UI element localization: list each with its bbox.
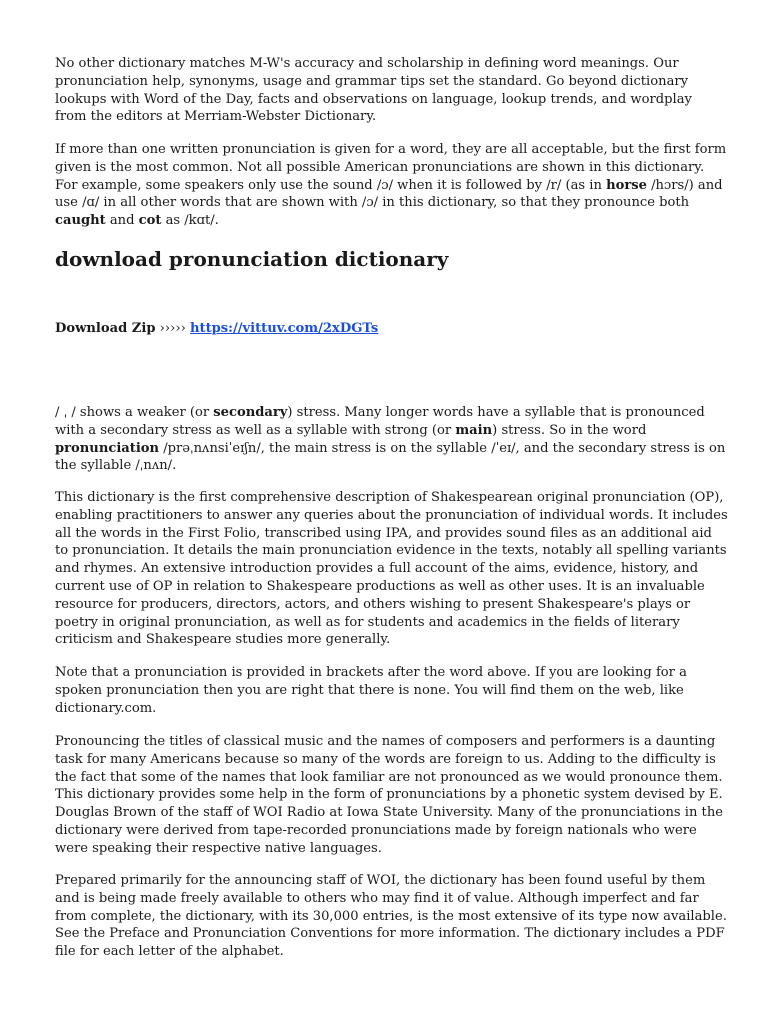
page-heading: download pronunciation dictionary bbox=[55, 247, 449, 271]
text-segment: /prəˌnʌnsiˈeɪʃn/, the main stress is on the syllable /ˈeɪ/, and the secondary stress is on bbox=[159, 440, 726, 456]
text-line: spoken pronunciation then you are right that there is none. You will find them on the web, like bbox=[55, 682, 684, 698]
text-line: pronunciation help, synonyms, usage and grammar tips set the standard. Go beyond dictionary bbox=[55, 73, 689, 89]
bold-term: secondary bbox=[213, 405, 288, 420]
text-line: given is the most common. Not all possible American pronunciations are shown in this dictionary. bbox=[55, 159, 705, 175]
shakespeare-paragraph bbox=[55, 489, 728, 649]
text-line bbox=[55, 212, 717, 230]
classical-music-paragraph bbox=[55, 733, 723, 858]
text-line: This dictionary provides some help in the form of pronunciations by a phonetic system devised by E. bbox=[55, 787, 723, 803]
text-line: If more than one written pronunciation is given for a word, they are all acceptable, but the first form bbox=[55, 142, 727, 157]
text-line: criticism and Shakespeare studies more generally. bbox=[55, 632, 391, 648]
text-line: and is being made freely available to others who may find it of value. Although imperfect and far bbox=[55, 890, 699, 906]
download-link[interactable]: https://vittuv.com/2xDGTs bbox=[190, 321, 379, 336]
brackets-note-paragraph bbox=[55, 664, 717, 717]
text-line: file for each letter of the alphabet. bbox=[55, 944, 284, 960]
text-line: from the editors at Merriam-Webster Dictionary. bbox=[55, 109, 377, 125]
text-segment: with a secondary stress as well as a syllable with strong (or bbox=[55, 422, 456, 438]
text-line: enabling practitioners to answer any queries about the pronunciation of individual words. It includes bbox=[55, 507, 728, 523]
pronunciation-note-paragraph bbox=[55, 141, 727, 230]
text-line: Prepared primarily for the announcing staff of WOI, the dictionary has been found useful by them bbox=[55, 873, 706, 888]
text-line: were speaking their respective native languages. bbox=[55, 840, 382, 856]
arrow-glyphs: ››››› bbox=[155, 321, 190, 336]
woi-paragraph bbox=[55, 872, 727, 961]
bold-term: pronunciation bbox=[55, 440, 160, 456]
bold-term: caught bbox=[55, 213, 106, 229]
text-line: dictionary.com. bbox=[55, 700, 157, 716]
text-line: all the words in the First Folio, transcribed using IPA, and provides sound files as an additional aid bbox=[55, 525, 712, 541]
text-line: to pronunciation. It details the main pronunciation evidence in the texts, notably all spelling variants bbox=[55, 543, 727, 559]
text-line: the fact that some of the names that look familiar are not pronounced as we would pronounce them. bbox=[55, 769, 723, 785]
text-line: current use of OP in relation to Shakespeare productions as well as other uses. It is an invaluable bbox=[55, 578, 705, 594]
text-line: This dictionary is the first comprehensive description of Shakespearean original pronunciation (OP), bbox=[55, 490, 724, 505]
text-line bbox=[55, 422, 717, 440]
text-line: dictionary were derived from tape-recorded pronunciations made by foreign nationals who were bbox=[55, 822, 697, 838]
text-line: and rhymes. An extensive introduction provides a full account of the aims, evidence, history, and bbox=[55, 561, 699, 577]
text-line: No other dictionary matches M-W's accuracy and scholarship in defining word meanings. Our bbox=[55, 56, 679, 71]
bold-term: horse bbox=[606, 177, 647, 193]
text-line: Note that a pronunciation is provided in brackets after the word above. If you are looking for a bbox=[55, 665, 687, 680]
text-segment: as /kɑt/. bbox=[161, 213, 219, 229]
stress-paragraph bbox=[55, 404, 726, 475]
text-segment: For example, some speakers only use the sound /ɔ/ when it is followed by /r/ (as in bbox=[55, 177, 607, 193]
download-line bbox=[55, 320, 378, 338]
text-line: resource for producers, directors, actors, and others wishing to present Shakespeare's plays or bbox=[55, 596, 691, 612]
text-line bbox=[55, 440, 726, 458]
text-line bbox=[55, 177, 723, 195]
text-line: from complete, the dictionary, with its 30,000 entries, is the most extensive of its type now available. bbox=[55, 908, 727, 924]
text-segment: /hɔrs/) and bbox=[646, 177, 723, 193]
text-segment: ) stress. Many longer words have a syllable that is pronounced bbox=[287, 405, 705, 420]
bold-term: cot bbox=[138, 213, 162, 229]
text-segment: and bbox=[105, 213, 139, 229]
text-line: poetry in original pronunciation, as well as for students and academics in the fields of literary bbox=[55, 614, 680, 630]
download-label: Download Zip bbox=[55, 321, 156, 336]
text-line: lookups with Word of the Day, facts and observations on language, lookup trends, and wordplay bbox=[55, 91, 692, 107]
text-line: Douglas Brown of the staff of WOI Radio at Iowa State University. Many of the pronunciations in the bbox=[55, 805, 723, 821]
intro-paragraph bbox=[55, 55, 717, 126]
text-line: the syllable /ˌnʌn/. bbox=[55, 458, 177, 474]
text-line: Pronouncing the titles of classical music and the names of composers and performers is a daunting bbox=[55, 734, 716, 749]
text-segment: ) stress. So in the word bbox=[492, 422, 647, 438]
text-line: See the Preface and Pronunciation Conventions for more information. The dictionary includes a PDF bbox=[55, 926, 725, 942]
text-segment: / ˌ / shows a weaker (or bbox=[55, 405, 214, 420]
text-line bbox=[55, 404, 717, 422]
text-line: task for many Americans because so many of the words are foreign to us. Adding to the difficulty is bbox=[55, 751, 716, 767]
text-line: use /ɑ/ in all other words that are shown with /ɔ/ in this dictionary, so that they pronounce both bbox=[55, 195, 690, 211]
bold-term: main bbox=[455, 422, 493, 438]
